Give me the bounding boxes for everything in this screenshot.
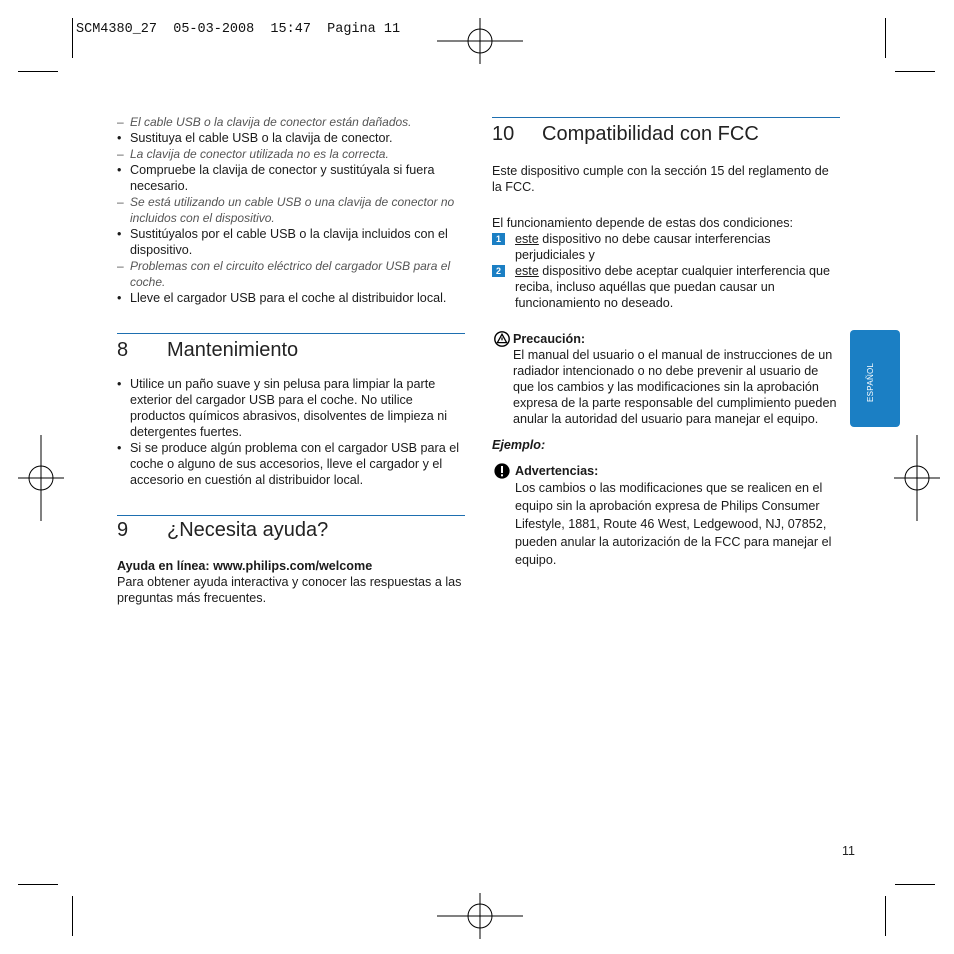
fcc-body [492, 163, 838, 569]
registration-mark-bottom [437, 893, 523, 939]
crop-mark [885, 896, 886, 936]
condition-text: dispositivo no debe causar interferencias perjudiciales y [515, 232, 771, 262]
list-item: – La clavija de conector utilizada no es la correcta. [117, 146, 467, 162]
page-number: 11 [842, 844, 855, 858]
section-rule [117, 333, 465, 334]
list-item: – Problemas con el circuito eléctrico del cargador USB para el coche. [117, 258, 467, 290]
online-help-label: Ayuda en línea: www.philips.com/welcome [117, 559, 373, 573]
section-rule [117, 515, 465, 516]
section-number: 8 [117, 339, 129, 361]
caution-title: Precaución: [513, 332, 586, 346]
section-heading-maintenance [117, 338, 298, 362]
list-item: • Compruebe la clavija de conector y sustitúyala si fuera necesario. [117, 162, 467, 194]
list-item: – El cable USB o la clavija de conector están dañados. [117, 114, 467, 130]
list-item: • Utilice un paño suave y sin pelusa para limpiar la parte exterior del cargador USB para el coche. No utilice productos químicos abrasivos, disolventes de limpieza ni detergentes fuertes. [117, 376, 463, 440]
crop-mark [895, 71, 935, 72]
condition-first-word: este [515, 232, 539, 246]
section-title: Mantenimiento [167, 339, 299, 361]
registration-mark-left [18, 435, 64, 521]
help-description: Para obtener ayuda interactiva y conocer las respuestas a las preguntas más frecuentes. [117, 575, 462, 605]
section-title: Compatibilidad con FCC [542, 123, 759, 145]
language-tab-label: ESPAÑOL [866, 362, 875, 402]
example-label: Ejemplo: [492, 438, 546, 452]
registration-mark-top [437, 18, 523, 64]
crop-mark [895, 884, 935, 885]
section-heading-help [117, 518, 328, 542]
list-item: – Se está utilizando un cable USB o una clavija de conector no incluidos con el dispositivo. [117, 194, 467, 226]
list-item: • Lleve el cargador USB para el coche al distribuidor local. [117, 290, 467, 306]
crop-mark [885, 18, 886, 58]
language-tab [850, 330, 900, 427]
number-badge: 1 [492, 233, 505, 245]
print-header: SCM4380_27 05-03-2008 15:47 Pagina 11 [76, 22, 401, 37]
list-item: • Sustituya el cable USB o la clavija de conector. [117, 130, 467, 146]
fcc-compliance-text: Este dispositivo cumple con la sección 15 del reglamento de la FCC. [492, 164, 829, 194]
condition-item [492, 263, 838, 311]
number-badge: 2 [492, 265, 505, 277]
crop-mark [72, 896, 73, 936]
caution-icon [494, 331, 510, 347]
warning-block [492, 463, 838, 569]
warning-icon [494, 463, 510, 479]
list-item: • Si se produce algún problema con el cargador USB para el coche o alguno de sus accesorios, lleve el cargador y el accesorio en cuestión al distribuidor local. [117, 440, 463, 488]
warning-text: Los cambios o las modificaciones que se realicen en el equipo sin la aprobación expresa de Philips Consumer Lifestyle, 1881, Route 46 West, Ledgewood, NJ, 07852, pueden anular la autorización de la FCC para manejar el equipo. [515, 481, 832, 567]
troubleshooting-list [117, 114, 467, 306]
section-title: ¿Necesita ayuda? [167, 519, 329, 541]
registration-mark-right [894, 435, 940, 521]
caution-block [492, 331, 838, 427]
section-rule [492, 117, 840, 118]
section-number: 9 [117, 519, 129, 541]
crop-mark [72, 18, 73, 58]
crop-mark [18, 71, 58, 72]
help-text [117, 558, 463, 606]
caution-text: El manual del usuario o el manual de instrucciones de un radiador intencionado o no debe prevenir al usuario de que los cambios y las modificaciones sin la aprobación expresa de la parte responsable del cumplimiento pueden anular la autoridad del usuario para manejar el equipo. [513, 348, 837, 426]
fcc-conditions-intro: El funcionamiento depende de estas dos condiciones: [492, 216, 794, 230]
list-item: • Sustitúyalos por el cable USB o la clavija incluidos con el dispositivo. [117, 226, 467, 258]
crop-mark [18, 884, 58, 885]
warning-title: Advertencias: [515, 464, 599, 478]
condition-text: dispositivo debe aceptar cualquier interferencia que reciba, incluso aquéllas que puedan causar un funcionamiento no deseado. [515, 264, 831, 310]
condition-first-word: este [515, 264, 539, 278]
condition-item [492, 231, 838, 263]
maintenance-list [117, 376, 463, 488]
section-heading-fcc [492, 122, 759, 146]
section-number: 10 [492, 123, 515, 145]
